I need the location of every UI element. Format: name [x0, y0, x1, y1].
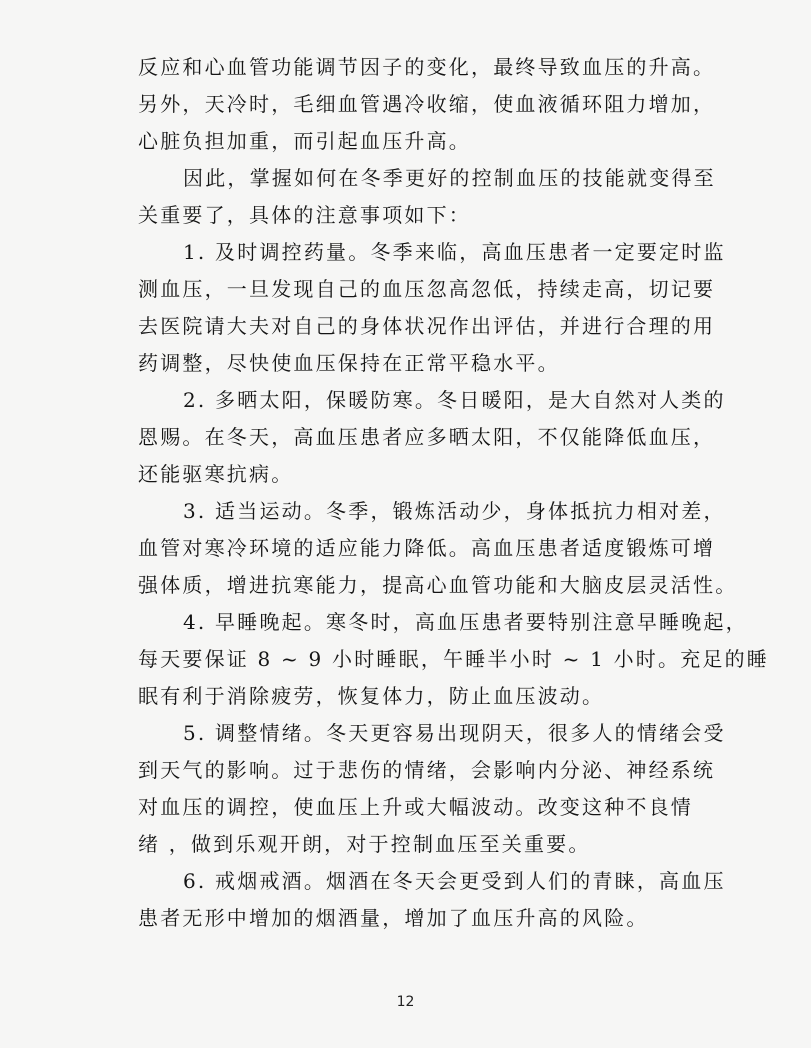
text-line: 血管对寒冷环境的适应能力降低。高血压患者适度锻炼可增 [138, 536, 716, 560]
text-line: 强体质，增进抗寒能力，提高心血管功能和大脑皮层灵活性。 [138, 573, 738, 597]
text-line: 药调整，尽快使血压保持在正常平稳水平。 [138, 351, 560, 375]
text-line: 眠有利于消除疲劳，恢复体力，防止血压波动。 [138, 684, 605, 708]
text-line: 2. 多晒太阳，保暖防寒。冬日暖阳，是大自然对人类的 [183, 388, 726, 412]
body-text [138, 49, 769, 937]
text-line: 另外，天冷时，毛细血管遇冷收缩，使血液循环阻力增加， [138, 92, 716, 116]
text-line: 6. 戒烟戒酒。烟酒在冬天会更受到人们的青睐，高血压 [183, 869, 726, 893]
text-line: 恩赐。在冬天，高血压患者应多晒太阳，不仅能降低血压， [138, 425, 716, 449]
text-line: 对血压的调控，使血压上升或大幅波动。改变这种不良情 [138, 795, 693, 819]
text-line: 4. 早睡晚起。寒冬时，高血压患者要特别注意早睡晚起， [183, 610, 748, 634]
text-line: 心脏负担加重，而引起血压升高。 [138, 129, 471, 153]
text-line: 1. 及时调控药量。冬季来临，高血压患者一定要定时监 [183, 240, 726, 264]
text-line: 3. 适当运动。冬季，锻炼活动少，身体抵抗力相对差， [183, 499, 726, 523]
text-line: 关重要了，具体的注意事项如下： [138, 203, 471, 227]
text-line: 绪 ，做到乐观开朗，对于控制血压至关重要。 [138, 832, 591, 856]
text-line: 去医院请大夫对自己的身体状况作出评估，并进行合理的用 [138, 314, 716, 338]
text-line: 患者无形中增加的烟酒量，增加了血压升高的风险。 [138, 906, 649, 930]
text-line: 反应和心血管功能调节因子的变化，最终导致血压的升高。 [138, 55, 716, 79]
text-line: 因此，掌握如何在冬季更好的控制血压的技能就变得至 [183, 166, 716, 190]
text-line: 5. 调整情绪。冬天更容易出现阴天，很多人的情绪会受 [183, 721, 726, 745]
text-line: 测血压，一旦发现自己的血压忽高忽低，持续走高，切记要 [138, 277, 716, 301]
page-number: 12 [396, 994, 415, 1010]
text-line: 每天要保证 8 ~ 9 小时睡眠，午睡半小时 ~ 1 小时。充足的睡 [138, 647, 769, 671]
text-line: 还能驱寒抗病。 [138, 462, 294, 486]
text-line: 到天气的影响。过于悲伤的情绪，会影响内分泌、神经系统 [138, 758, 716, 782]
